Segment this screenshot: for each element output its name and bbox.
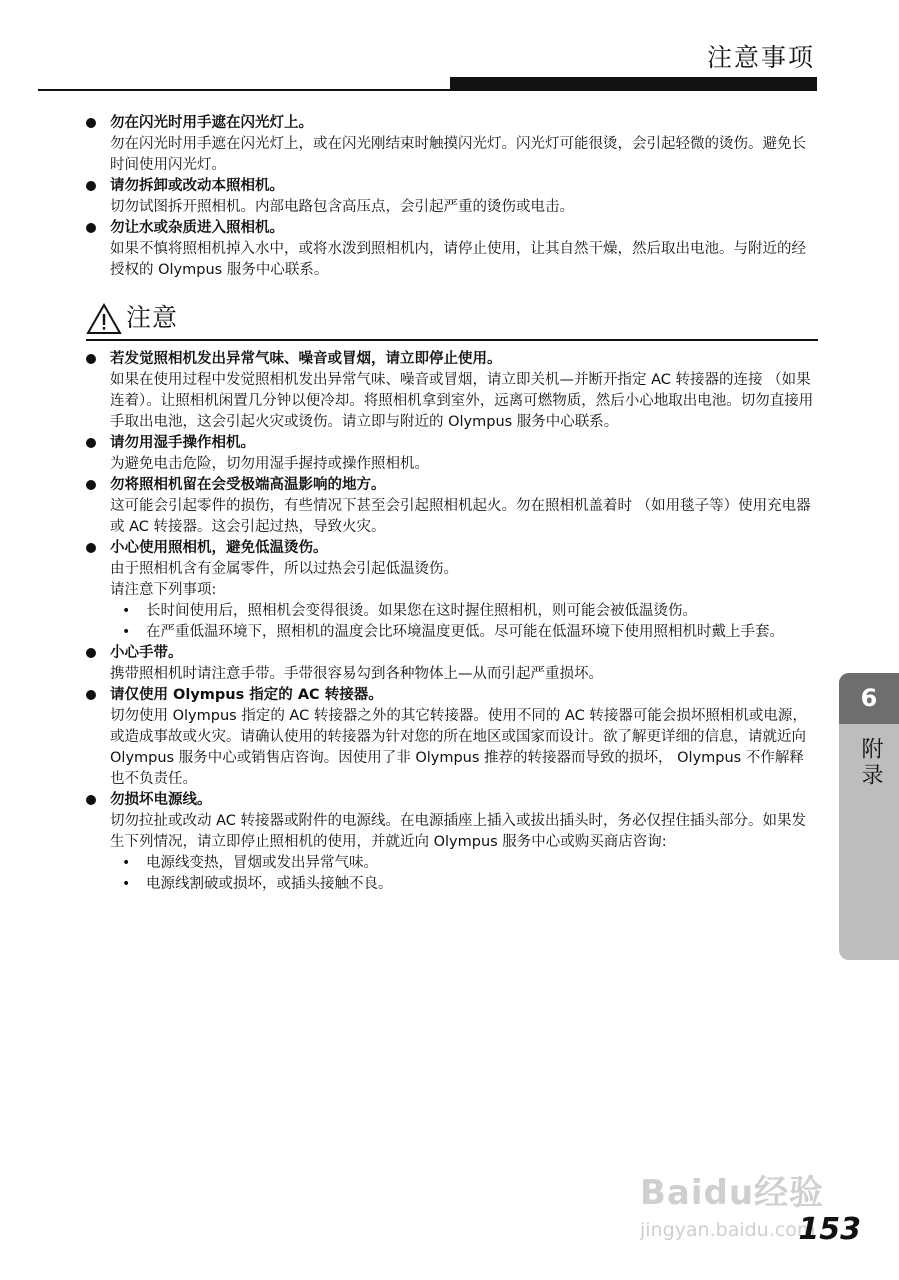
warning-item (86, 113, 818, 176)
sub-bullet-dot: • (122, 876, 131, 892)
warning-item (86, 218, 818, 281)
header-rule (38, 89, 450, 91)
bullet-dot (86, 543, 96, 553)
main-content (86, 113, 818, 895)
sub-bullet-dot: • (122, 603, 131, 619)
sub-bullet-item (110, 874, 818, 895)
item-title: 请勿用湿手操作相机。 (110, 435, 255, 451)
caution-item (86, 685, 818, 790)
item-title: 若发觉照相机发出异常气味、噪音或冒烟，请立即停止使用。 (110, 351, 502, 367)
chapter-label: 附录 (858, 737, 883, 789)
item-title: 小心手带。 (110, 645, 183, 661)
bullet-dot (86, 438, 96, 448)
watermark (640, 1145, 850, 1265)
caution-label: 注意 (126, 303, 179, 332)
item-title: 请仅使用 Olympus 指定的 AC 转接器。 (110, 687, 383, 703)
item-body: 如果不慎将照相机掉入水中，或将水泼到照相机内，请停止使用，让其自然干燥，然后取出电池。与附近的经授权的 Olympus 服务中心联系。 (110, 241, 806, 278)
sub-bullet-item (110, 601, 818, 622)
item-title: 勿损坏电源线。 (110, 792, 212, 808)
item-body: 勿在闪光时用手遮在闪光灯上，或在闪光刚结束时触摸闪光灯。闪光灯可能很烫，会引起轻微的烫伤。避免长时间使用闪光灯。 (110, 136, 806, 173)
item-body: 切勿拉扯或改动 AC 转接器或附件的电源线。在电源插座上插入或拔出插头时，务必仅捏住插头部分。如果发生下列情况，请立即停止照相机的使用，并就近向 Olympus 服务中心或购买商店咨询: (110, 813, 807, 850)
sub-bullet-text: 电源线割破或损坏，或插头接触不良。 (146, 876, 393, 892)
sub-bullet-dot: • (122, 855, 131, 871)
sub-bullet-text: 长时间使用后，照相机会变得很烫。如果您在这时握住照相机，则可能会被低温烫伤。 (146, 603, 697, 619)
item-title: 请勿拆卸或改动本照相机。 (110, 178, 284, 194)
page-number: 153 (798, 1212, 861, 1247)
chapter-number: 6 (839, 673, 899, 724)
sub-bullet-text: 在严重低温环境下，照相机的温度会比环境温度更低。尽可能在低温环境下使用照相机时戴上手套。 (146, 624, 784, 640)
item-body: 切勿使用 Olympus 指定的 AC 转接器之外的其它转接器。使用不同的 AC 转接器可能会损坏照相机或电源，或造成事故或火灾。请确认使用的转接器为针对您的所在地区或国家而设计。欲了解更详细的信息，请就近向 Olympus 服务中心或销售店咨询。因使用了非 Olympus 推荐的转接器而导致的损坏， Olympus 不作解释也不负责任。 (110, 708, 807, 787)
bullet-dot (86, 480, 96, 490)
item-title: 勿将照相机留在会受极端高温影响的地方。 (110, 477, 386, 493)
item-note: 请注意下列事项: (110, 582, 217, 598)
watermark-logo: Baidu经验 (640, 1173, 825, 1213)
bullet-dot (86, 354, 96, 364)
page-header-title: 注意事项 (706, 43, 815, 72)
caution-heading (86, 303, 818, 341)
item-body: 携带照相机时请注意手带。手带很容易勾到各种物体上—从而引起严重损坏。 (110, 666, 603, 682)
bullet-dot (86, 795, 96, 805)
caution-item (86, 790, 818, 895)
item-body: 这可能会引起零件的损伤，有些情况下甚至会引起照相机起火。勿在照相机盖着时 （如用毯子等）使用充电器或 AC 转接器。这会引起过热，导致火灾。 (110, 498, 811, 535)
warning-triangle-icon (86, 303, 122, 335)
caution-item (86, 433, 818, 475)
caution-item (86, 475, 818, 538)
item-title: 勿让水或杂质进入照相机。 (110, 220, 284, 236)
bullet-dot (86, 181, 96, 191)
item-body: 由于照相机含有金属零件，所以过热会引起低温烫伤。 (110, 561, 458, 577)
bullet-dot (86, 223, 96, 233)
chapter-side-tab (839, 673, 899, 960)
sub-bullet-dot: • (122, 624, 131, 640)
header-bar (450, 77, 817, 91)
item-body: 为避免电击危险，切勿用湿手握持或操作照相机。 (110, 456, 429, 472)
caution-item (86, 538, 818, 643)
bullet-dot (86, 690, 96, 700)
bullet-dot (86, 648, 96, 658)
caution-item (86, 349, 818, 433)
item-title: 勿在闪光时用手遮在闪光灯上。 (110, 115, 313, 131)
item-body: 如果在使用过程中发觉照相机发出异常气味、噪音或冒烟，请立即关机—并断开指定 AC 转接器的连接 （如果连着）。让照相机闲置几分钟以便冷却。将照相机拿到室外，远离可燃物质，然后小心地取出电池。切勿直接用手取出电池，这会引起火灾或烫伤。请立即与附近的 Olympus 服务中心联系。 (110, 372, 814, 430)
bullet-dot (86, 118, 96, 128)
item-title: 小心使用照相机，避免低温烫伤。 (110, 540, 328, 556)
sub-bullet-text: 电源线变热，冒烟或发出异常气味。 (146, 855, 378, 871)
sub-bullet-item (110, 622, 818, 643)
item-body: 切勿试图拆开照相机。内部电路包含高压点，会引起严重的烫伤或电击。 (110, 199, 574, 215)
warning-item (86, 176, 818, 218)
watermark-url: jingyan.baidu.com (640, 1219, 816, 1241)
caution-item (86, 643, 818, 685)
sub-bullet-item (110, 853, 818, 874)
